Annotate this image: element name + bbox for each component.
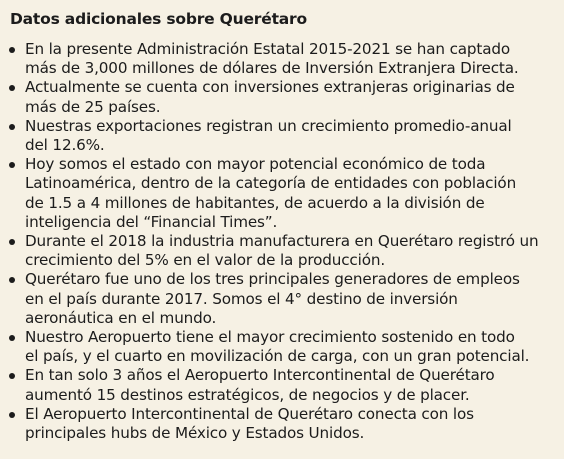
list-item <box>8 117 564 155</box>
bullet-text-line: inteligencia del “Financial Times”. <box>25 212 278 231</box>
bullet-text-line: aumentó 15 destinos estratégicos, de negocios y de placer. <box>25 385 470 404</box>
bullet-icon <box>9 162 15 168</box>
bullet-text-line: Latinoamérica, dentro de la categoría de entidades con población <box>25 174 517 193</box>
bullet-icon <box>9 335 15 341</box>
bullet-text-line: En la presente Administración Estatal 2015-2021 se han captado <box>25 40 511 58</box>
bullet-icon <box>9 373 15 379</box>
list-item <box>8 78 564 116</box>
list-item <box>8 232 564 270</box>
list-item <box>8 366 564 404</box>
bullet-icon <box>9 47 15 53</box>
bullet-icon <box>9 124 15 130</box>
list-item <box>8 405 564 443</box>
bullet-text-line: Hoy somos el estado con mayor potencial económico de toda <box>25 155 486 174</box>
bullet-text-line: el país, y el cuarto en movilización de carga, con un gran potencial. <box>25 347 530 366</box>
bullet-text-line: de 1.5 a 4 millones de habitantes, de acuerdo a la división de <box>25 193 485 212</box>
list-item <box>8 328 564 366</box>
bullet-text-line: Nuestro Aeropuerto tiene el mayor crecimiento sostenido en todo <box>25 328 515 347</box>
bullet-text-line: El Aeropuerto Intercontinental de Querétaro conecta con los <box>25 404 474 423</box>
bullet-icon <box>9 277 15 283</box>
bullet-text-line: más de 25 países. <box>25 97 161 116</box>
bullet-text-line: crecimiento del 5% en el valor de la producción. <box>25 251 385 270</box>
bullet-list <box>8 40 564 443</box>
bullet-text-line: Nuestras exportaciones registran un crecimiento promedio-anual <box>25 116 512 135</box>
bullet-icon <box>9 239 15 245</box>
bullet-text-line: aeronáutica en el mundo. <box>25 308 217 327</box>
bullet-text-line: Actualmente se cuenta con inversiones extranjeras originarias de <box>25 78 515 97</box>
bullet-text-line: principales hubs de México y Estados Unidos. <box>25 424 365 443</box>
bullet-text-line: Durante el 2018 la industria manufacturera en Querétaro registró un <box>25 232 539 251</box>
bullet-icon <box>9 412 15 418</box>
bullet-text-line: del 12.6%. <box>25 136 105 155</box>
bullet-text-line: Querétaro fue uno de los tres principales generadores de empleos <box>25 270 520 289</box>
document-title: Datos adicionales sobre Querétaro <box>10 10 307 28</box>
bullet-text-line: en el país durante 2017. Somos el 4° destino de inversión <box>25 289 458 308</box>
list-item <box>8 40 564 78</box>
list-item <box>8 155 564 232</box>
bullet-text-line: En tan solo 3 años el Aeropuerto Intercontinental de Querétaro <box>25 366 495 385</box>
bullet-text-line: más de 3,000 millones de dólares de Inversión Extranjera Directa. <box>25 59 519 78</box>
list-item <box>8 270 564 328</box>
bullet-icon <box>9 85 15 91</box>
